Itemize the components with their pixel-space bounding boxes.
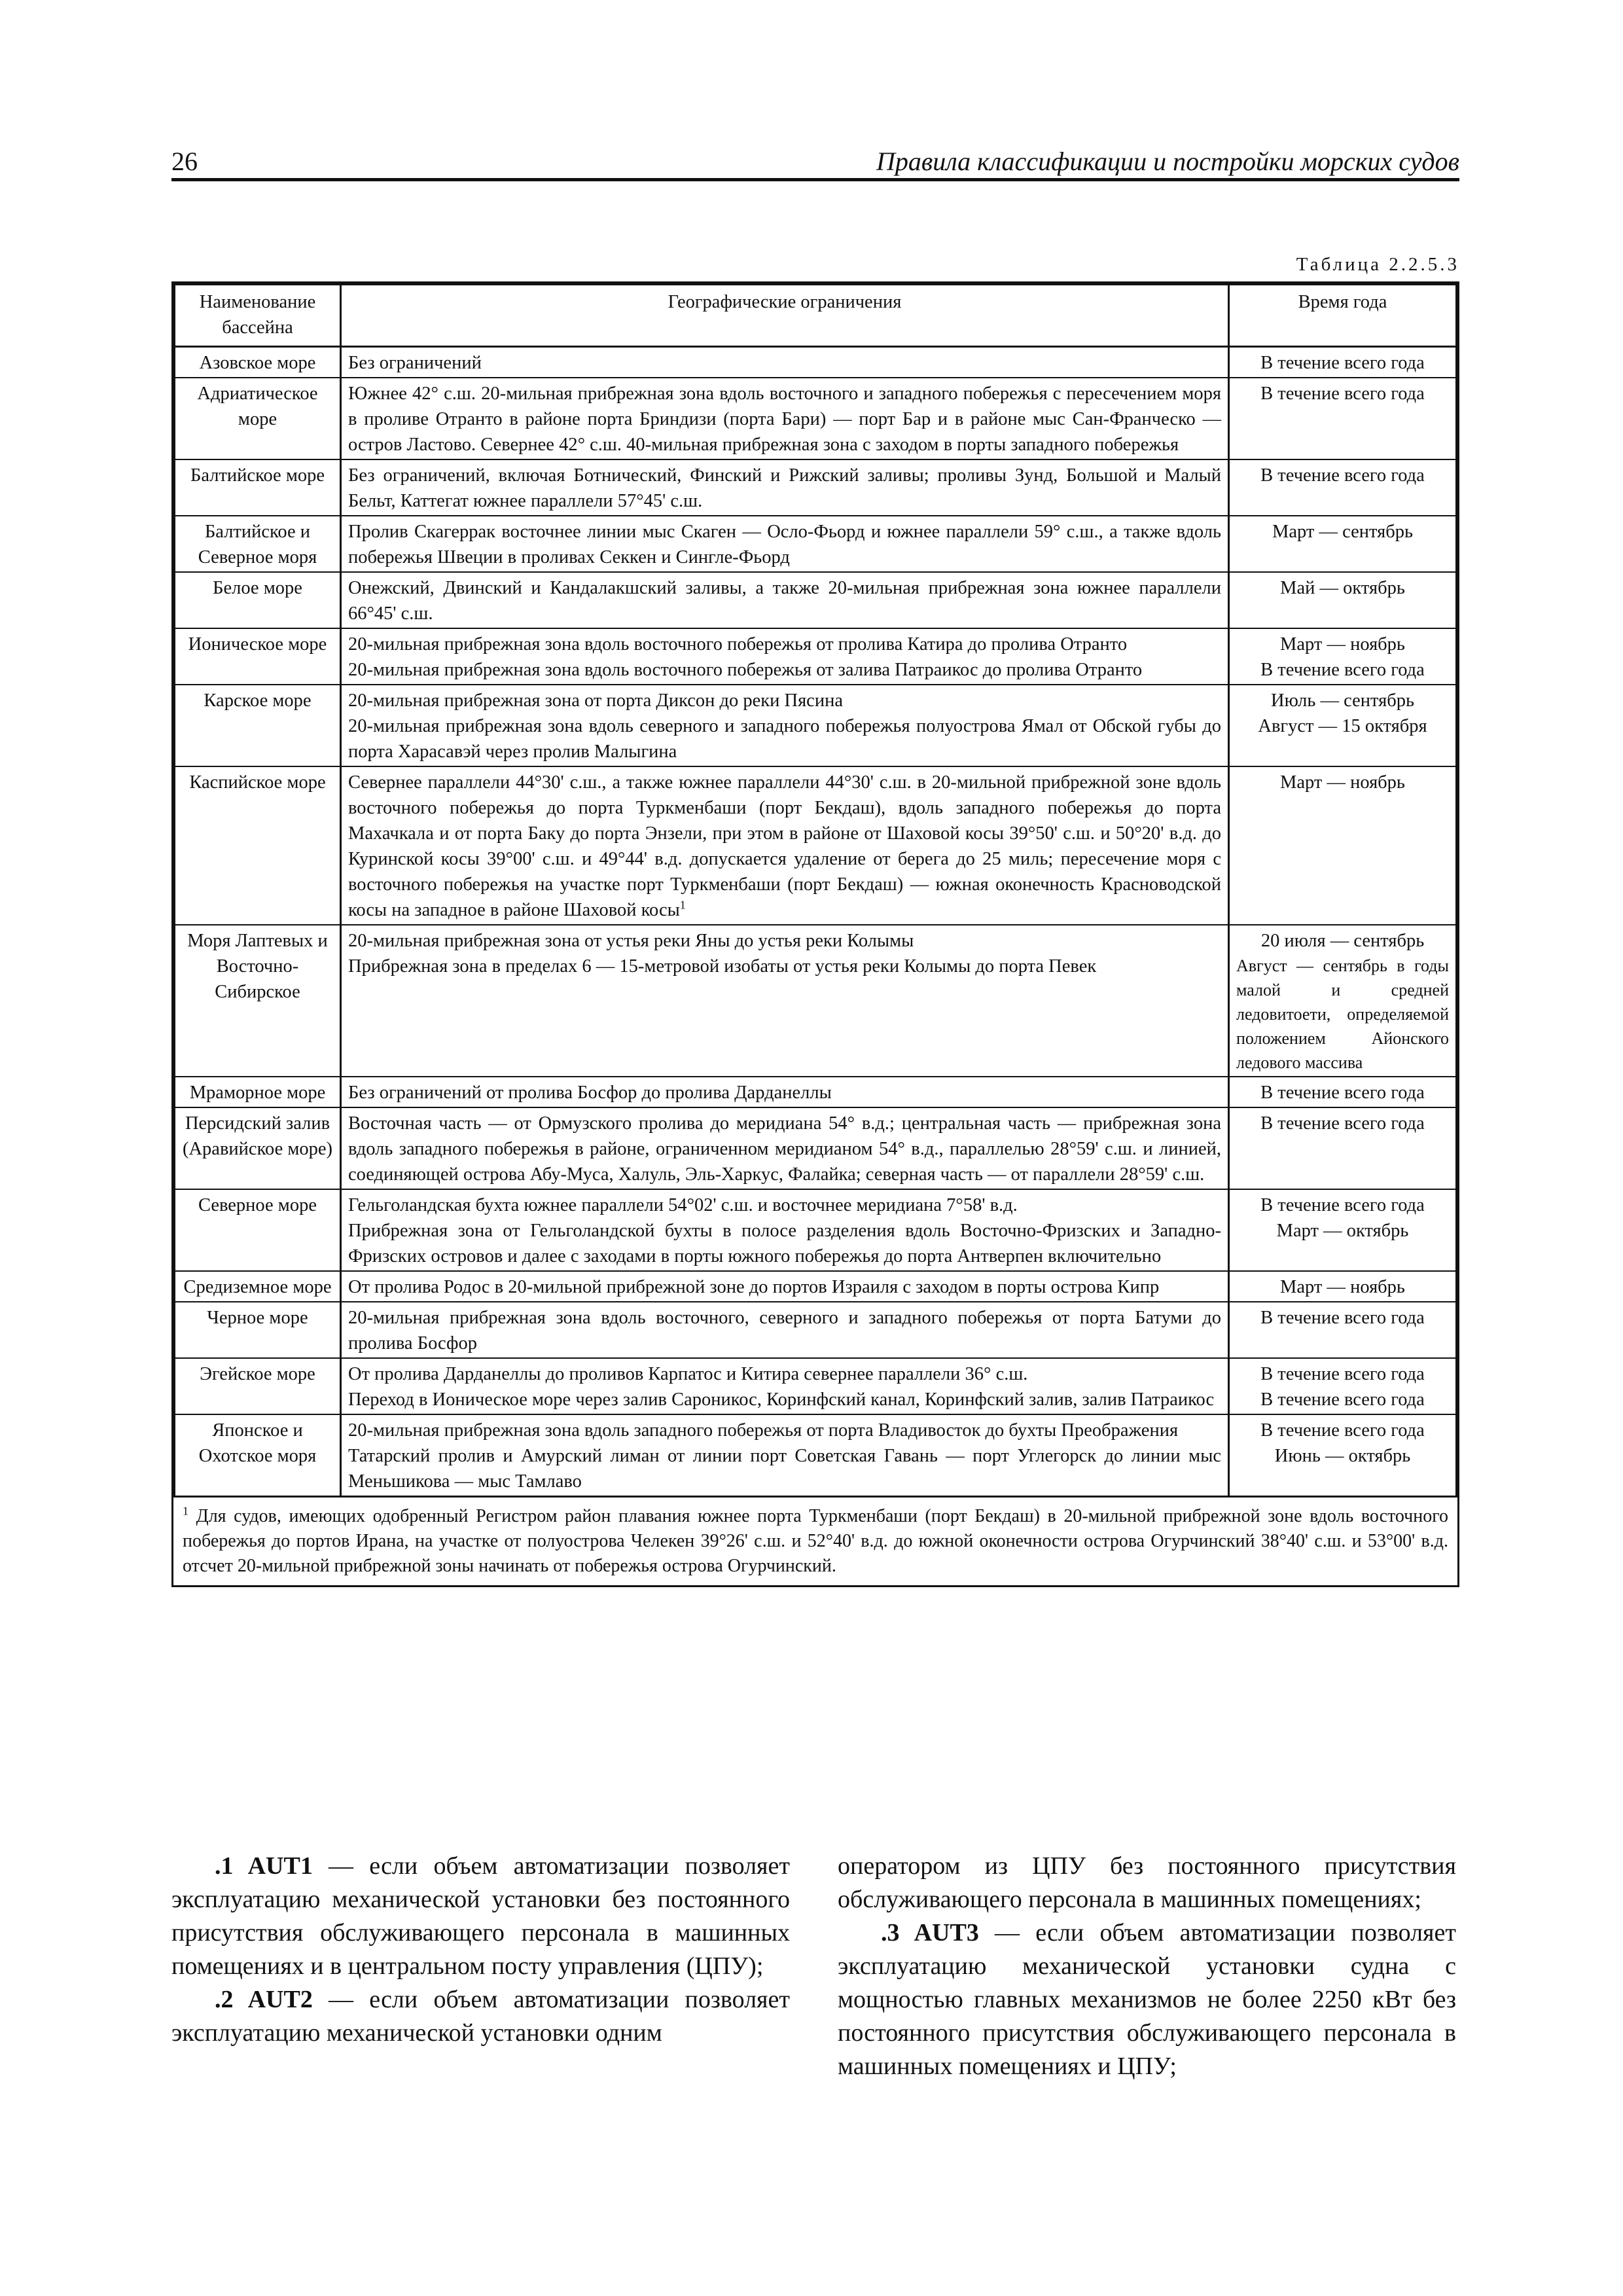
season-entry: Март — октябрь — [1276, 1221, 1409, 1241]
table-row — [175, 766, 1457, 925]
item-aut1-text: — если объем автоматизации позволяет эксплуатацию механической установки без постоянного присутствия обслуживающего персонала в машинных помещениях и в центральном посту управления (ЦПУ); — [171, 1852, 790, 1980]
season-entry: Август — 15 октября — [1258, 716, 1427, 736]
table-caption: Таблица 2.2.5.3 — [1296, 254, 1459, 275]
basin-name-cell: Белое море — [175, 572, 341, 628]
table-row — [175, 459, 1457, 516]
item-aut1 — [171, 1850, 790, 1983]
column-header-geo: Географические ограничения — [341, 285, 1229, 347]
page-header — [171, 143, 1459, 182]
item-aut3-code: .3 AUT3 — [881, 1919, 979, 1946]
basin-name-cell: Эгейское море — [175, 1358, 341, 1414]
season-cell — [1229, 378, 1457, 459]
footnote-reference: 1 — [679, 898, 686, 912]
table-row — [175, 925, 1457, 1077]
geo-limit-entry — [348, 1080, 1221, 1105]
geo-limits-cell — [341, 1189, 1229, 1271]
geo-limit-text: От пролива Дарданеллы до проливов Карпатос и Китира севернее параллели 36° с.ш. — [348, 1364, 1028, 1384]
season-entry: В течение всего года — [1260, 1364, 1425, 1384]
geo-limit-text: Гельголандская бухта южнее параллели 54°02' с.ш. и восточнее меридиана 7°58' в.д. — [348, 1195, 1018, 1215]
season-cell — [1229, 628, 1457, 685]
season-cell — [1229, 1302, 1457, 1358]
geo-limit-entry — [348, 1361, 1221, 1387]
basin-name-cell: Адриатическое море — [175, 378, 341, 459]
geo-limit-text: От пролива Родос в 20-мильной прибрежной зоне до портов Израиля с заходом в порты острова Кипр — [348, 1277, 1160, 1297]
geo-limits-cell — [341, 572, 1229, 628]
geo-limit-entry — [348, 463, 1221, 514]
geo-limit-entry — [348, 713, 1221, 764]
season-entry: В течение всего года — [1260, 660, 1425, 680]
geo-limit-text: Без ограничений от пролива Босфор до пролива Дарданеллы — [348, 1083, 832, 1103]
season-cell — [1229, 1414, 1457, 1496]
season-entry: Март — ноябрь — [1280, 1277, 1405, 1297]
table-row — [175, 572, 1457, 628]
geo-limit-entry — [348, 381, 1221, 457]
running-title: Правила классификации и постройки морских судов — [876, 147, 1459, 176]
basin-name-cell: Каспийское море — [175, 766, 341, 925]
season-cell — [1229, 347, 1457, 378]
table-footnote — [173, 1496, 1457, 1585]
table-body — [175, 347, 1457, 1496]
basin-name-cell: Японское и Охотское моря — [175, 1414, 341, 1496]
geo-limit-text: Севернее параллели 44°30' с.ш., а также южнее параллели 44°30' с.ш. в 20-мильной прибрежной зоне вдоль восточного побережья до порта Туркменбаши (порт Бекдаш), вдоль западного побережья до порта Махачкала и от порта Баку до порта Энзели, при этом в районе от Шаховой косы 39°50' с.ш. и 50°20' в.д. до Куринской косы 39°00' с.ш. и 49°44' в.д. допускается удаление от берега до 25 миль; пересечение моря с восточного побережья на участке порт Туркменбаши (порт Бекдаш) — южная оконечность Красноводской косы на западное в районе Шаховой косы — [348, 772, 1221, 920]
table-row — [175, 628, 1457, 685]
season-cell — [1229, 925, 1457, 1077]
season-cell — [1229, 1358, 1457, 1414]
table-row — [175, 1077, 1457, 1107]
item-aut2-code: .2 AUT2 — [215, 1986, 313, 2013]
geo-limit-entry — [348, 928, 1221, 954]
geo-limit-text: Онежский, Двинский и Кандалакшский заливы, а также 20-мильная прибрежная зона южнее параллели 66°45' с.ш. — [348, 578, 1221, 624]
season-entry: Март — ноябрь — [1280, 634, 1405, 655]
geo-limits-cell — [341, 628, 1229, 685]
geo-limit-entry — [348, 1443, 1221, 1494]
geo-limits-cell — [341, 1077, 1229, 1107]
geo-limits-cell — [341, 766, 1229, 925]
geo-limit-text: 20-мильная прибрежная зона вдоль западного побережья от порта Владивосток до бухты Преображения — [348, 1420, 1179, 1441]
table-header-row — [175, 285, 1457, 347]
item-aut3-text: — если объем автоматизации позволяет эксплуатацию механической установки судна с мощностью главных механизмов не более 2250 кВт без постоянного присутствия обслуживающего персонала в машинных помещениях и ЦПУ; — [838, 1919, 1456, 2080]
geo-limits-cell — [341, 1271, 1229, 1302]
footnote-text: Для судов, имеющих одобренный Регистром район плавания южнее порта Туркменбаши (порт Бекдаш) в 20-мильной прибрежной зоне вдоль восточного побережья до портов Ирана, на участке от полуострова Челекен 39°26' с.ш. и 52°40' в.д. до южной оконечности острова Огурчинский 38°40' с.ш. и 53°00' в.д. отсчет 20-мильной прибрежной зоны начинать от побережья острова Огурчинский. — [183, 1506, 1449, 1576]
geo-limit-entry — [348, 1387, 1221, 1412]
table-row — [175, 1358, 1457, 1414]
season-cell — [1229, 766, 1457, 925]
season-entry: В течение всего года — [1260, 1308, 1425, 1328]
geo-limit-entry — [348, 632, 1221, 657]
geo-limits-cell — [341, 459, 1229, 516]
geo-limit-entry — [348, 1274, 1221, 1300]
table-row — [175, 1189, 1457, 1271]
season-entry: В течение всего года — [1260, 353, 1425, 373]
geo-limit-text: 20-мильная прибрежная зона вдоль северного и западного побережья полуострова Ямал от Обской губы до порта Харасавэй через пролив Малыгина — [348, 716, 1221, 762]
geo-limit-entry — [348, 770, 1221, 923]
basin-name-cell: Моря Лаптевых и Восточно-Сибирское — [175, 925, 341, 1077]
geo-limits-cell — [341, 1358, 1229, 1414]
body-column-right — [838, 1850, 1456, 2083]
basin-name-cell: Персидский залив (Аравийское море) — [175, 1107, 341, 1189]
basin-name-cell: Северное море — [175, 1189, 341, 1271]
geo-limit-entry — [348, 1305, 1221, 1356]
geo-limit-text: Прибрежная зона в пределах 6 — 15-метровой изобаты от устья реки Колымы до порта Певек — [348, 956, 1097, 977]
basin-name-cell: Средиземное море — [175, 1271, 341, 1302]
column-header-basin: Наименование бассейна — [175, 285, 341, 347]
geo-limit-text: Татарский пролив и Амурский лиман от линии порт Советская Гавань — порт Углегорск до линии мыс Меньшикова — мыс Тамлаво — [348, 1446, 1221, 1492]
season-cell — [1229, 572, 1457, 628]
geo-limit-text: Без ограничений — [348, 353, 482, 373]
table-row — [175, 516, 1457, 572]
geo-limit-text: 20-мильная прибрежная зона вдоль восточного побережья от пролива Катира до пролива Отранто — [348, 634, 1128, 655]
season-cell — [1229, 1271, 1457, 1302]
season-entry: 20 июля — сентябрь — [1260, 931, 1425, 951]
season-cell — [1229, 1077, 1457, 1107]
geo-limits-cell — [341, 1107, 1229, 1189]
season-entry: В течение всего года — [1260, 1083, 1425, 1103]
geo-limit-text: Переход в Ионическое море через залив Сароникос, Коринфский канал, Коринфский залив, залив Патраикос — [348, 1390, 1215, 1410]
season-cell — [1229, 516, 1457, 572]
geo-limit-entry — [348, 1193, 1221, 1218]
geo-limits-cell — [341, 1414, 1229, 1496]
season-entry: Август — сентябрь в годы малой и средней ледовитоети, определяемой положением Айонского ледового массива — [1236, 956, 1449, 1072]
geo-limits-cell — [341, 378, 1229, 459]
geo-limits-cell — [341, 516, 1229, 572]
basin-name-cell: Ионическое море — [175, 628, 341, 685]
season-cell — [1229, 1107, 1457, 1189]
basin-name-cell: Азовское море — [175, 347, 341, 378]
table-row — [175, 685, 1457, 766]
column-header-season: Время года — [1229, 285, 1457, 347]
basin-name-cell: Мраморное море — [175, 1077, 341, 1107]
season-cell — [1229, 1189, 1457, 1271]
body-column-left — [171, 1850, 790, 2050]
geo-limit-text: 20-мильная прибрежная зона вдоль восточного побережья от залива Патраикос до пролива Отранто — [348, 660, 1143, 680]
geo-limit-text: 20-мильная прибрежная зона вдоль восточного, северного и западного побережья от порта Батуми до пролива Босфор — [348, 1308, 1221, 1354]
season-entry: Март — ноябрь — [1280, 772, 1405, 793]
season-entry: Март — сентябрь — [1272, 522, 1413, 542]
item-aut2-continuation: оператором из ЦПУ без постоянного присутствия обслуживающего персонала в машинных помещениях; — [838, 1852, 1456, 1913]
season-entry: В течение всего года — [1260, 1195, 1425, 1215]
season-cell — [1229, 459, 1457, 516]
geo-limit-entry — [348, 519, 1221, 570]
geo-limit-text: Южнее 42° с.ш. 20-мильная прибрежная зона вдоль восточного и западного побережья с пересечением моря в проливе Отранто в районе порта Бриндизи (порта Бари) — порт Бар и в районе мыс Сан-Франческо — остров Ластово. Севернее 42° с.ш. 40-мильная прибрежная зона с заходом в порты западного побережья — [348, 384, 1221, 455]
table-row — [175, 1302, 1457, 1358]
season-entry: Май — октябрь — [1280, 578, 1405, 598]
geo-limits-cell — [341, 1302, 1229, 1358]
restrictions-table-grid — [173, 283, 1457, 1496]
basin-name-cell: Черное море — [175, 1302, 341, 1358]
item-aut1-code: .1 AUT1 — [215, 1852, 313, 1880]
geo-limit-entry — [348, 1111, 1221, 1187]
geo-limit-entry — [348, 688, 1221, 713]
geo-limits-cell — [341, 685, 1229, 766]
geo-limit-text: Без ограничений, включая Ботнический, Финский и Рижский заливы; проливы Зунд, Большой и Малый Бельт, Каттегат южнее параллели 57°45' с.ш. — [348, 465, 1221, 511]
geo-limit-entry — [348, 350, 1221, 376]
season-entry: Июнь — октябрь — [1274, 1446, 1411, 1466]
item-aut3 — [838, 1916, 1456, 2083]
geo-limit-text: Пролив Скагеррак восточнее линии мыс Скаген — Осло-Фьорд и южнее параллели 59° с.ш., а также вдоль побережья Швеции в проливах Секкен и Сингле-Фьорд — [348, 522, 1221, 567]
geo-limits-cell — [341, 925, 1229, 1077]
basin-name-cell: Карское море — [175, 685, 341, 766]
season-cell — [1229, 685, 1457, 766]
geo-limit-entry — [348, 1218, 1221, 1269]
geo-limit-text: 20-мильная прибрежная зона от устья реки Яны до устья реки Колымы — [348, 931, 914, 951]
geo-limit-entry — [348, 657, 1221, 683]
footnote-mark: 1 — [183, 1504, 188, 1518]
table-row — [175, 1271, 1457, 1302]
page-number: 26 — [171, 147, 198, 176]
restrictions-table — [171, 281, 1459, 1587]
season-entry: В течение всего года — [1260, 1390, 1425, 1410]
geo-limit-text: Прибрежная зона от Гельголандской бухты в полосе разделения вдоль Восточно-Фризских и Западно-Фризских островов и далее с заходами в порты южного побережья до порта Антверпен включительно — [348, 1221, 1221, 1266]
geo-limits-cell — [341, 347, 1229, 378]
season-entry: В течение всего года — [1260, 1113, 1425, 1134]
table-row — [175, 1107, 1457, 1189]
season-entry: В течение всего года — [1260, 384, 1425, 404]
geo-limit-entry — [348, 575, 1221, 626]
table-row — [175, 347, 1457, 378]
season-entry: В течение всего года — [1260, 465, 1425, 486]
table-row — [175, 1414, 1457, 1496]
basin-name-cell: Балтийское и Северное моря — [175, 516, 341, 572]
geo-limit-text: Восточная часть — от Ормузского пролива до меридиана 54° в.д.; центральная часть — прибрежная зона вдоль западного побережья в районе, ограниченном меридианом 54° в.д., параллелью 28°59' с.ш. и линией, соединяющей острова Абу-Муса, Халуль, Эль-Харкус, Фалайка; северная часть — от параллели 28°59' с.ш. — [348, 1113, 1221, 1185]
geo-limit-entry — [348, 1418, 1221, 1443]
season-entry: В течение всего года — [1260, 1420, 1425, 1441]
season-entry: Июль — сентябрь — [1271, 691, 1414, 711]
basin-name-cell: Балтийское море — [175, 459, 341, 516]
geo-limit-text: 20-мильная прибрежная зона от порта Диксон до реки Пясина — [348, 691, 843, 711]
geo-limit-entry — [348, 954, 1221, 979]
item-aut2 — [171, 1983, 790, 2050]
item-aut2-text: — если объем автоматизации позволяет эксплуатацию механической установки одним — [171, 1986, 790, 2047]
table-row — [175, 378, 1457, 459]
header-rule — [171, 178, 1459, 181]
